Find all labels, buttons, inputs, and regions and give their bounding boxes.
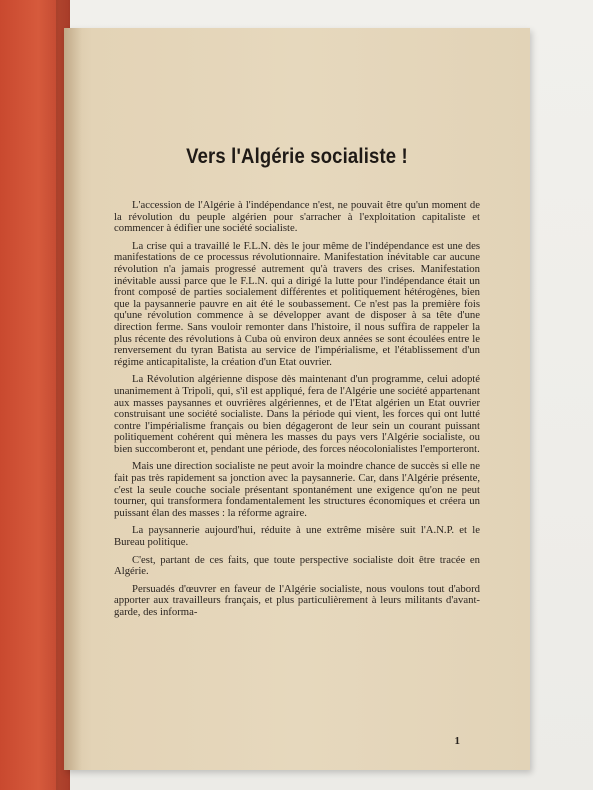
paragraph: La Révolution algérienne dispose dès maintenant d'un programme, celui adopté unanimement à Tripoli, qui, s'il est appliqué, fera de l'Algérie une société appartenant aux masses paysannes et ouvrières algériennes, et de l'Etat algérien un Etat ouvrier construisant une société socialiste. Dans la période qui vient, les forces qui ont lutté contre l'impérialisme français ou bien dégageront de leur sein un courant puissant politiquement cohérent qui mènera les masses du pays vers l'Algérie socialiste, ou bien succomberont et, pendant une période, des forces néocolonialistes l'emporteront. [114,373,480,455]
paragraph: L'accession de l'Algérie à l'indépendance n'est, ne pouvait être qu'un moment de la révolution du peuple algérien pour s'arracher à l'exploitation capitaliste et commencer à édifier une société socialiste. [114,199,480,235]
paragraph: C'est, partant de ces faits, que toute perspective socialiste doit être tracée en Algérie. [114,553,480,578]
body-text [114,200,480,625]
book-page [64,28,530,770]
paragraph: Persuadés d'œuvrer en faveur de l'Algérie socialiste, nous voulons tout d'abord apporter aux travailleurs français, et plus particulièrement à leurs militants d'avant-garde, des informa- [114,582,480,618]
page-gutter-shadow [64,28,82,770]
paragraph: La paysannerie aujourd'hui, réduite à une extrême misère suit l'A.N.P. et le Bureau politique. [114,524,480,549]
page-number: 1 [454,735,460,747]
paragraph: La crise qui a travaillé le F.L.N. dès le jour même de l'indépendance est une des manifestations de ce processus révolutionnaire. Manifestation inévitable car aucune révolution n'a jamais progressé autrement qu'à travers des crises. Manifestation inévitable aussi parce que le F.L.N. qui a dirigé la lutte pour l'indépendance était un front composé de parties socialement différentes et politiquement hétérogènes, bien que la paysannerie pauvre en ait été le soubassement. Ce n'est pas la première fois qu'une révolution commence à se développer avant de disposer à sa tête d'une direction ferme. Sans vouloir remonter dans l'histoire, il nous suffira de rappeler la plus récente des révolutions à Cuba où environ deux années se sont écoulées entre le renversement du tyran Batista au service de l'impérialisme, et l'établissement d'un régime anticapitaliste, la création d'un Etat ouvrier. [114,239,480,368]
paragraph: Mais une direction socialiste ne peut avoir la moindre chance de succès si elle ne fait pas très rapidement sa jonction avec la paysannerie. Car, dans l'Algérie présente, c'est la seule couche sociale présentant spontanément une exigence qu'on ne peut tourner, qui transformera fondamentalement les structures économiques et créera un puissant élan des masses : la réforme agraire. [114,460,480,519]
page-title: Vers l'Algérie socialiste ! [186,145,408,168]
